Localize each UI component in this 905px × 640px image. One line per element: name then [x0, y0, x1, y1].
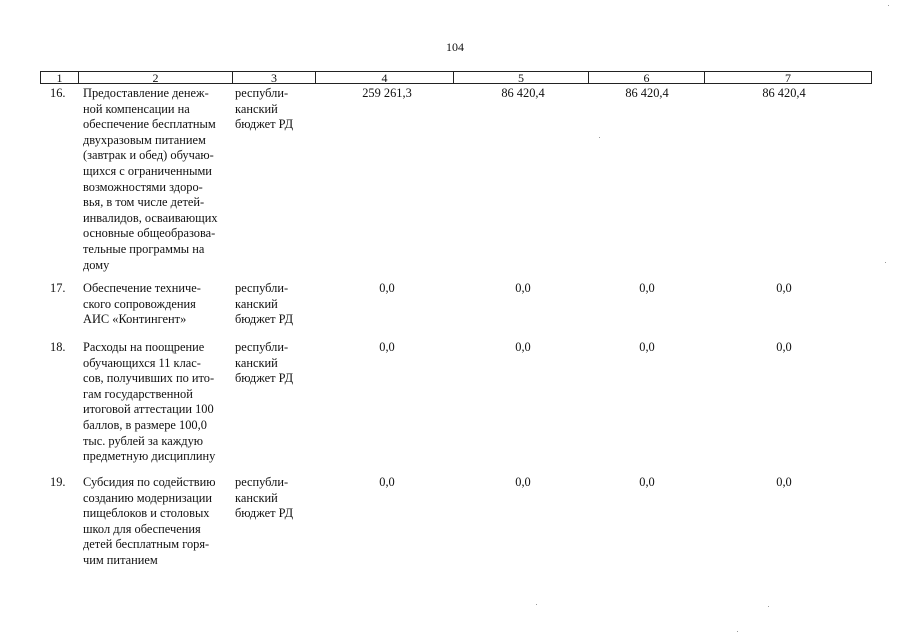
description-line: баллов, в размере 100,0	[83, 417, 207, 432]
value-col-5: 86 420,4	[501, 86, 545, 100]
description-line: Предоставление денеж-	[83, 86, 209, 100]
description-line: школ для обеспечения	[83, 521, 201, 536]
description-line: созданию модернизации	[83, 490, 213, 505]
source-line: канский	[235, 490, 278, 505]
row-number: 19.	[50, 475, 66, 489]
value-col-6: 86 420,4	[625, 86, 669, 100]
description-line: щихся с ограниченными	[83, 163, 212, 178]
description-line: детей бесплатным горя-	[83, 537, 210, 552]
row-number: 18.	[50, 340, 66, 354]
description-line: АИС «Контингент»	[83, 312, 187, 327]
source-line: республи-	[235, 340, 289, 354]
description-line: Обеспечение техниче-	[83, 281, 201, 295]
description-line: (завтрак и обед) обучаю-	[83, 148, 214, 163]
source-line: бюджет РД	[235, 117, 294, 132]
description-line: тыс. рублей за каждую	[83, 433, 204, 448]
scan-speck	[599, 137, 600, 138]
source-line: бюджет РД	[235, 506, 294, 521]
scan-speck	[536, 604, 537, 605]
scan-speck	[737, 631, 738, 632]
value-col-7: 0,0	[776, 475, 792, 489]
value-col-5: 0,0	[515, 475, 531, 489]
source-line: бюджет РД	[235, 371, 294, 386]
header-col-7: 7	[785, 71, 791, 85]
value-col-6: 0,0	[639, 340, 655, 354]
description-line: инвалидов, осваивающих	[83, 210, 218, 225]
description-line: ной компенсации на	[83, 101, 190, 116]
description-line: вья, в том числе детей-	[83, 195, 205, 210]
header-col-4: 4	[316, 72, 454, 84]
row-description	[83, 475, 233, 569]
description-line: итоговой аттестации 100	[83, 402, 214, 417]
value-col-4: 0,0	[379, 475, 395, 489]
description-line: возможностями здоро-	[83, 179, 203, 194]
row-number: 17.	[50, 281, 66, 295]
description-line: Субсидия по содействию	[83, 475, 216, 489]
value-col-6: 0,0	[639, 475, 655, 489]
row-number: 16.	[50, 86, 66, 100]
source-line: канский	[235, 296, 278, 311]
value-col-6: 0,0	[639, 281, 655, 295]
source-line: бюджет РД	[235, 312, 294, 327]
value-col-4: 0,0	[379, 340, 395, 354]
row-funding-source	[235, 475, 315, 522]
description-line: Расходы на поощрение	[83, 340, 205, 354]
value-col-7: 0,0	[776, 340, 792, 354]
description-line: дому	[83, 257, 110, 272]
scan-speck	[768, 606, 769, 607]
row-funding-source	[235, 86, 315, 133]
row-description	[83, 281, 233, 328]
header-col-5: 5	[454, 72, 589, 84]
source-line: республи-	[235, 86, 289, 100]
source-line: канский	[235, 355, 278, 370]
source-line: канский	[235, 101, 278, 116]
description-line: гам государственной	[83, 386, 193, 401]
description-line: ского сопровождения	[83, 296, 196, 311]
value-col-7: 0,0	[776, 281, 792, 295]
row-funding-source	[235, 281, 315, 328]
header-col-1: 1	[41, 72, 79, 84]
description-line: обучающихся 11 клас-	[83, 355, 201, 370]
page-number: 104	[446, 40, 464, 54]
description-line: обеспечение бесплатным	[83, 117, 216, 132]
value-col-5: 0,0	[515, 340, 531, 354]
description-line: двухразовым питанием	[83, 132, 206, 147]
description-line: чим питанием	[83, 552, 158, 567]
row-description	[83, 86, 233, 273]
scan-speck	[885, 262, 886, 263]
scan-speck	[888, 5, 889, 6]
table-header-row	[40, 71, 872, 84]
description-line: тельные программы на	[83, 241, 205, 256]
value-col-5: 0,0	[515, 281, 531, 295]
header-col-3: 3	[233, 72, 316, 84]
value-col-7: 86 420,4	[762, 86, 806, 100]
description-line: предметную дисциплину	[83, 449, 216, 464]
source-line: республи-	[235, 475, 289, 489]
description-line: пищеблоков и столовых	[83, 506, 210, 521]
source-line: республи-	[235, 281, 289, 295]
value-col-4: 259 261,3	[362, 86, 412, 100]
row-funding-source	[235, 340, 315, 387]
description-line: сов, получивших по ито-	[83, 371, 215, 386]
description-line: основные общеобразова-	[83, 226, 216, 241]
row-description	[83, 340, 233, 465]
header-col-6: 6	[589, 72, 705, 84]
value-col-4: 0,0	[379, 281, 395, 295]
header-col-2: 2	[79, 72, 233, 84]
